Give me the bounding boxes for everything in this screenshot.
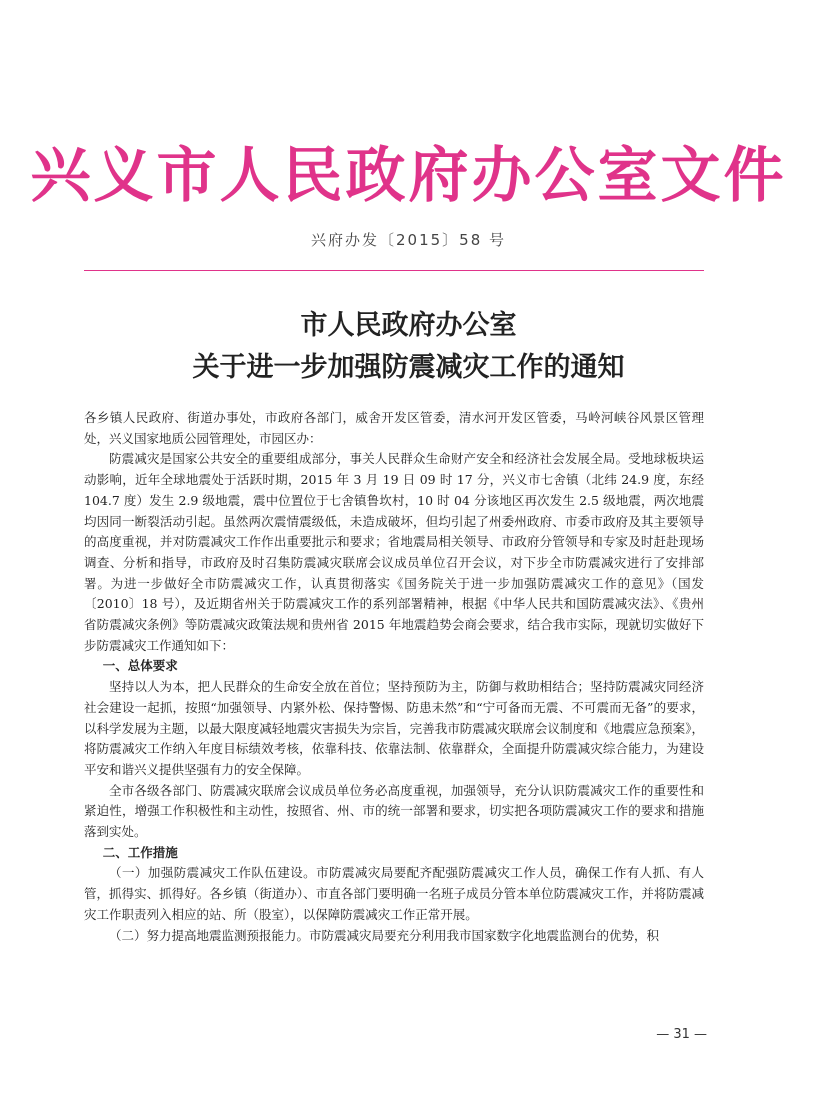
section1-paragraph-1: 坚持以人为本，把人民群众的生命安全放在首位；坚持预防为主，防御与救助相结合；坚持防震减灾同经济社会建设一起抓，按照“加强领导、内紧外松、保持警惕、防患未然”和“宁可备而无震、不可震而无备”的要求，以科学发展为主题，以最大限度减轻地震灾害损失为宗旨，完善我市防震减灾联席会议制度和《地震应急预案》，将防震减灾工作纳入年度目标绩效考核，依靠科技、依靠法制、依靠群众，全面提升防震减灾综合能力，为建设平安和谐兴义提供坚强有力的安全保障。: [84, 679, 704, 777]
document-body: [84, 408, 704, 946]
section-heading-2: 二、工作措施: [102, 844, 178, 860]
page-number: — 31 —: [656, 1027, 707, 1042]
measure-2-lead: （二）努力提高地震监测预报能力。: [109, 927, 310, 943]
document-title: [0, 305, 817, 389]
measure-1-lead: （一）加强防震减灾工作队伍建设。: [109, 865, 317, 881]
title-line-2: 关于进一步加强防震减灾工作的通知: [192, 352, 625, 383]
measure-1-text: 市防震减灾局要配齐配强防震减灾工作人员，确保工作有人抓、有人管，抓得实、抓得好。各乡镇（街道办）、市直各部门要明确一名班子成员分管本单位防震减灾工作，并将防震减灾工作职责列入相应的站、所（股室），以保障防震减灾工作正常开展。: [84, 865, 704, 922]
measure-2-paragraph: [84, 926, 704, 947]
section-heading-1: 一、总体要求: [102, 658, 178, 674]
document-number: 兴府办发〔2015〕58 号: [310, 231, 507, 249]
intro-paragraph: 防震减灾是国家公共安全的重要组成部分，事关人民群众生命财产安全和经济社会发展全局。受地球板块运动影响，近年全球地震处于活跃时期，2015 年 3 月 19 日 09 时 17 分，兴义市七舍镇（北纬 24.9 度，东经 104.7 度）发生 2.9 级地震，震中位置位于七舍镇鲁坎村，10 时 04 分该地区再次发生 2.5 级地震，两次地震均因同一断裂活动引起。虽然两次震情震级低，未造成破坏，但均引起了州委州政府、市委市政府及其主要领导的高度重视，并对防震减灾工作作出重要批示和要求；省地震局相关领导、市政府分管领导和专家及时赶赴现场调查、分析和指导，市政府及时召集防震减灾联席会议成员单位召开会议，对下步全市防震减灾进行了安排部署。为进一步做好全市防震减灾工作，认真贯彻落实《国务院关于进一步加强防震减灾工作的意见》（国发〔2010〕18 号），及近期省州关于防震减灾工作的系列部署精神，根据《中华人民共和国防震减灾法》、《贵州省防震减灾条例》等防震减灾政策法规和贵州省 2015 年地震趋势会商会要求，结合我市实际，现就切实做好下步防震减灾工作通知如下：: [84, 451, 704, 653]
title-line-1: 市人民政府办公室: [300, 310, 517, 341]
section1-paragraph-2: 全市各级各部门、防震减灾联席会议成员单位务必高度重视，加强领导，充分认识防震减灾工作的重要性和紧迫性，增强工作积极性和主动性，按照省、州、市的统一部署和要求，切实把各项防震减灾工作的要求和措施落到实处。: [84, 782, 704, 840]
measure-1-paragraph: [84, 863, 704, 925]
header-divider: [84, 270, 704, 271]
measure-2-text: 市防震减灾局要充分利用我市国家数字化地震监测台的优势，积: [309, 927, 660, 943]
document-header-title: 兴义市人民政府办公室文件: [30, 141, 787, 211]
addressees: 各乡镇人民政府、街道办事处，市政府各部门，威舍开发区管委，清水河开发区管委，马岭河峡谷风景区管理处，兴义国家地质公园管理处，市园区办：: [84, 410, 704, 446]
